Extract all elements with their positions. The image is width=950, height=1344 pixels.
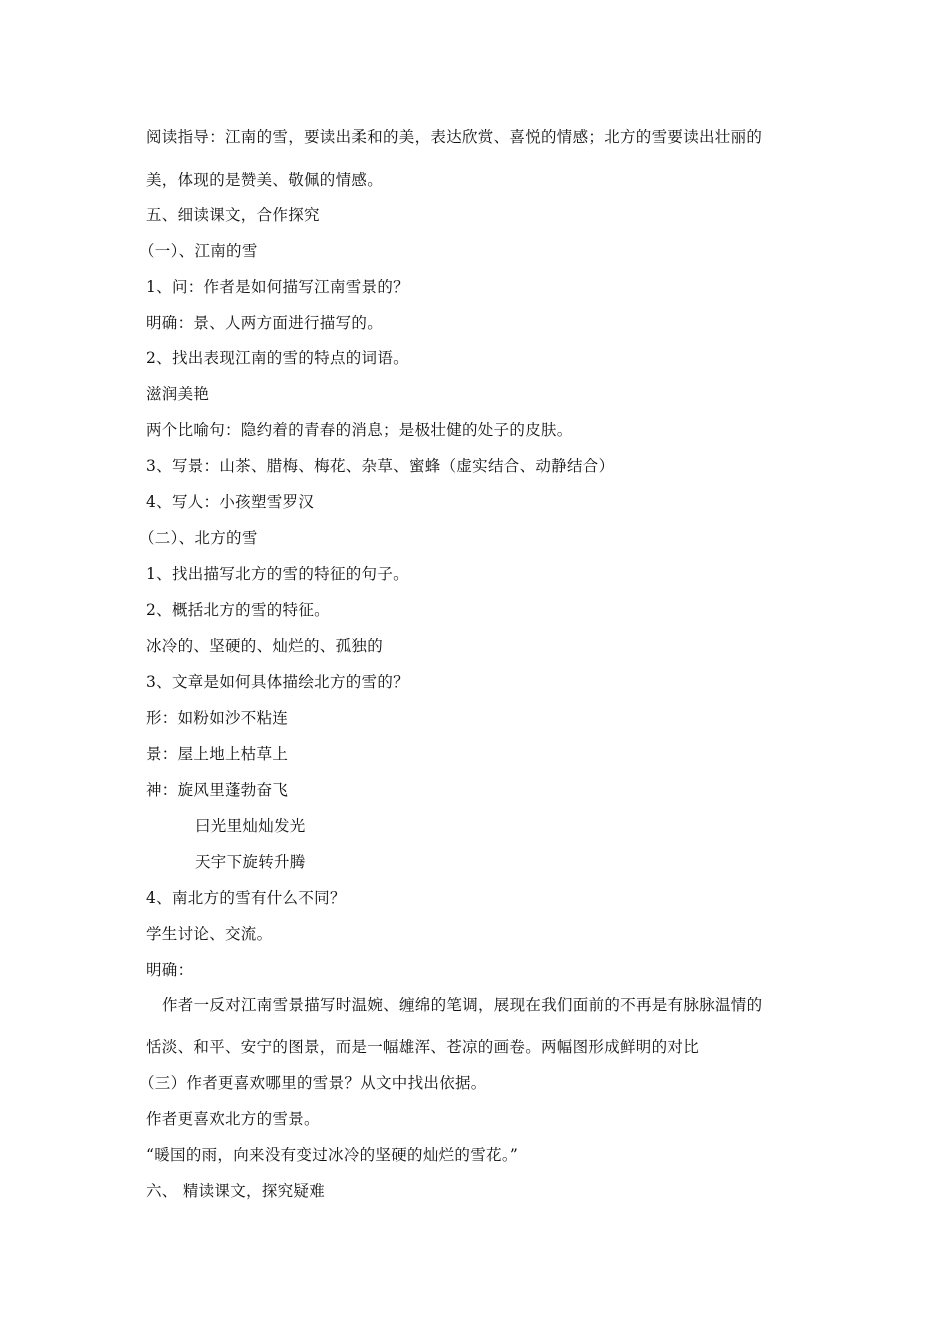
subsection-heading: （一）、江南的雪 — [139, 242, 258, 260]
paragraph-line: 作者一反对江南雪景描写时温婉、缠绵的笔调，展现在我们面前的不再是有脉脉温情的 — [162, 996, 763, 1014]
text-line: 学生讨论、交流。 — [146, 925, 273, 943]
paragraph-line: 恬淡、和平、安宁的图景，而是一幅雄浑、苍凉的画卷。两幅图形成鲜明的对比 — [146, 1038, 700, 1056]
text-line: 作者更喜欢北方的雪景。 — [146, 1110, 320, 1128]
text-line: 冰冷的、坚硬的、灿烂的、孤独的 — [146, 637, 384, 655]
quote-line: “暖国的雨，向来没有变过冰冷的坚硬的灿烂的雪花。” — [146, 1146, 519, 1164]
subsection-heading: （三）作者更喜欢哪里的雪景？从文中找出依据。 — [139, 1074, 487, 1092]
text-line: 明确： — [146, 961, 194, 979]
text-line: 美，体现的是赞美、敬佩的情感。 — [146, 171, 384, 189]
text-line: 神：旋风里蓬勃奋飞 — [146, 781, 289, 799]
subsection-heading: （二）、北方的雪 — [139, 529, 258, 547]
text-line: 2、概括北方的雪的特征。 — [146, 601, 330, 619]
text-line: 4、写人：小孩塑雪罗汉 — [146, 493, 315, 511]
text-line: 3、写景：山茶、腊梅、梅花、杂草、蜜蜂（虚实结合、动静结合） — [146, 457, 615, 475]
text-line: 4、南北方的雪有什么不同？ — [146, 889, 346, 907]
text-line: 景：屋上地上枯草上 — [146, 745, 289, 763]
text-line: 滋润美艳 — [146, 385, 210, 403]
section-heading: 五、细读课文，合作探究 — [146, 206, 320, 224]
text-line: 明确：景、人两方面进行描写的。 — [146, 314, 384, 332]
text-line: 形：如粉如沙不粘连 — [146, 709, 289, 727]
text-line: 阅读指导：江南的雪，要读出柔和的美，表达欣赏、喜悦的情感；北方的雪要读出壮丽的 — [146, 128, 763, 146]
text-line: 曰光里灿灿发光 — [195, 817, 306, 835]
text-line: 2、找出表现江南的雪的特点的词语。 — [146, 349, 409, 367]
text-line: 天宇下旋转升腾 — [195, 853, 306, 871]
section-heading: 六、 精读课文，探究疑难 — [146, 1182, 326, 1200]
text-line: 3、文章是如何具体描绘北方的雪的？ — [146, 673, 409, 691]
text-line: 两个比喻句：隐约着的青春的消息；是极壮健的处子的皮肤。 — [146, 421, 573, 439]
text-line: 1、问：作者是如何描写江南雪景的？ — [146, 278, 409, 296]
text-line: 1、找出描写北方的雪的特征的句子。 — [146, 565, 409, 583]
